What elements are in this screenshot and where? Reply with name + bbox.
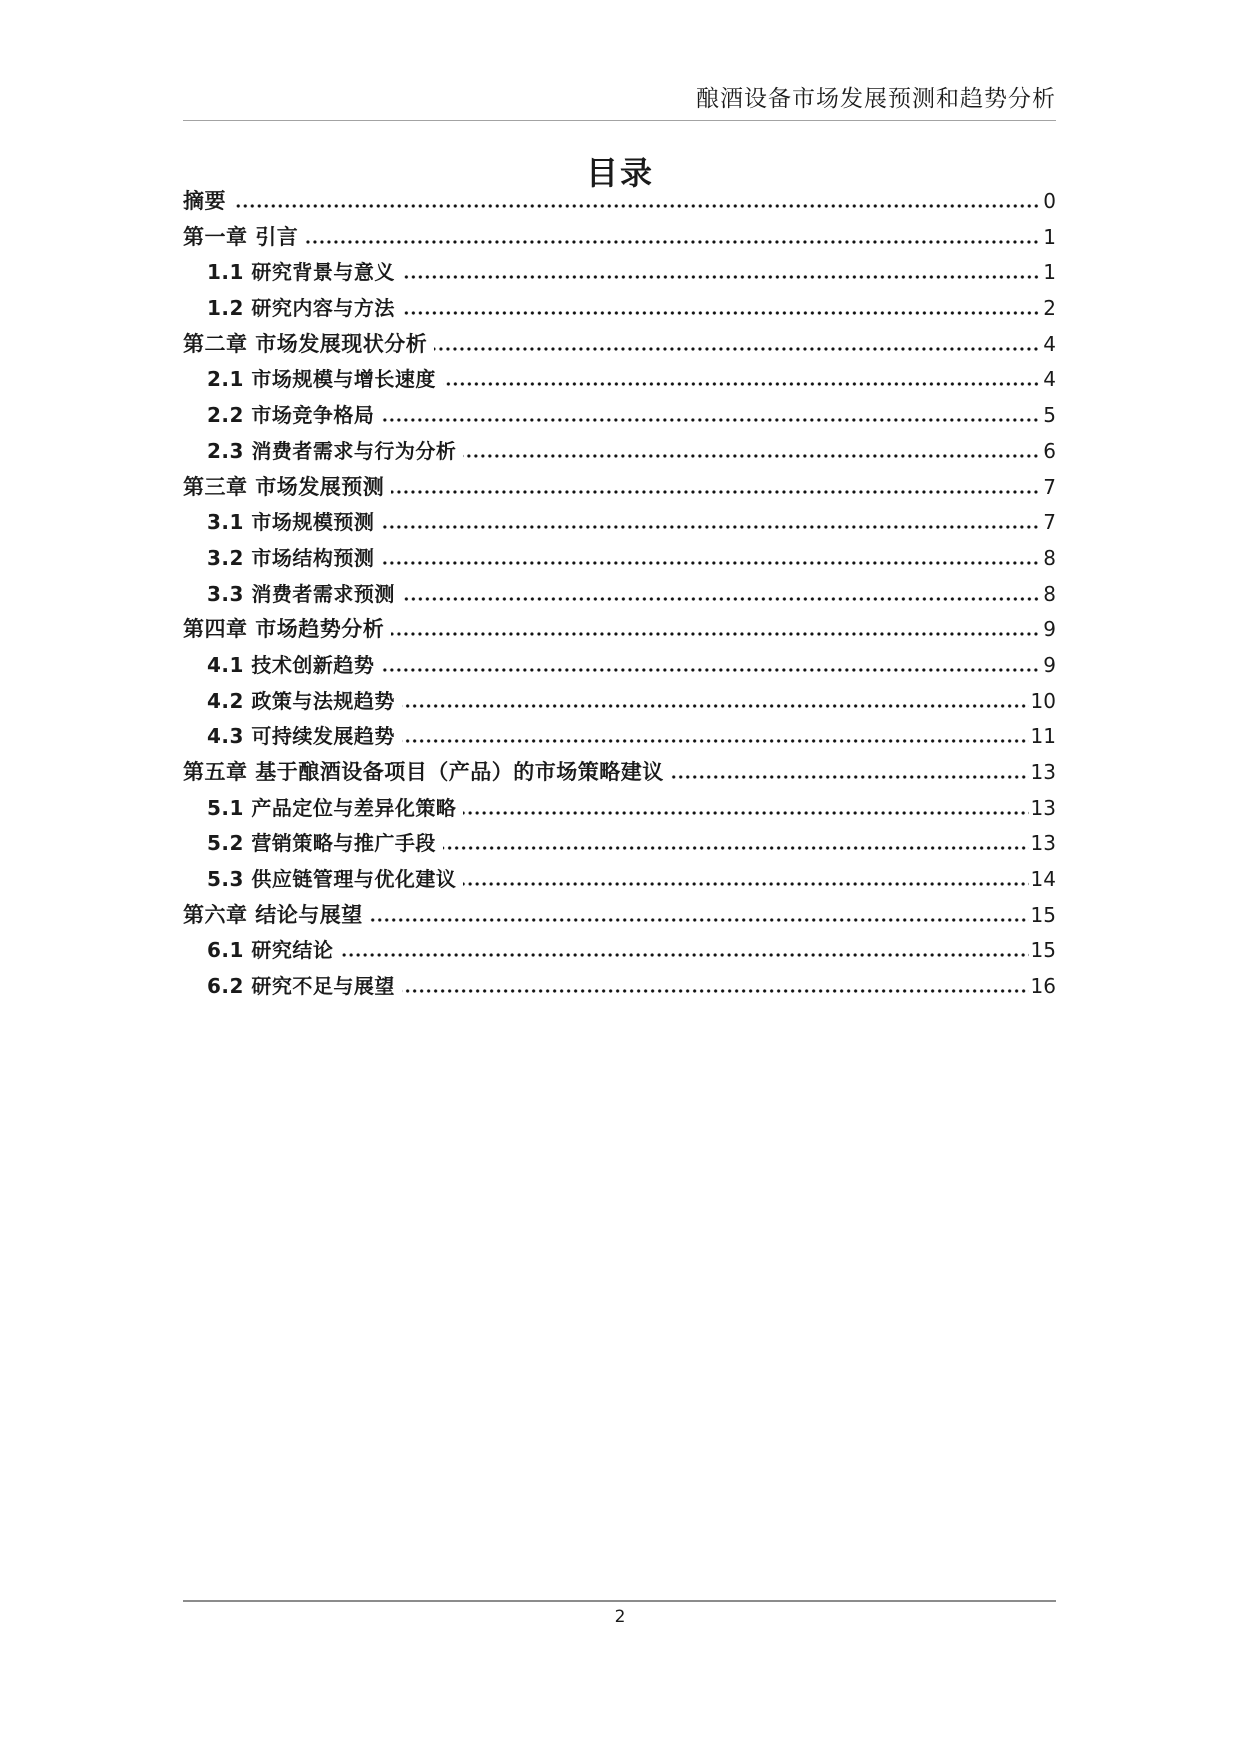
- toc-entry-label: 第五章 基于酿酒设备项目（产品）的市场策略建议: [183, 760, 664, 784]
- toc-entry-label: 5.2 营销策略与推广手段: [207, 831, 436, 856]
- toc-entry: [183, 719, 1056, 755]
- dot-leader: [340, 952, 1028, 957]
- toc-entry-label: 第二章 市场发展现状分析: [183, 331, 428, 356]
- dot-leader: [443, 845, 1029, 850]
- toc-entry-page: 13: [1030, 795, 1056, 820]
- dot-leader: [434, 346, 1041, 351]
- toc-entry: [183, 398, 1056, 434]
- toc-entry-label: 第一章 引言: [183, 224, 299, 249]
- toc-entry: [183, 220, 1056, 256]
- toc-entry: [183, 684, 1056, 720]
- toc-entry-page: 8: [1043, 545, 1056, 570]
- toc-entry: [183, 933, 1056, 969]
- toc-entry-page: 8: [1043, 581, 1056, 606]
- toc-entry-page: 7: [1043, 510, 1056, 535]
- toc-entry: [183, 648, 1056, 684]
- footer-page-number: 2: [614, 1607, 626, 1627]
- toc-entry-page: 15: [1030, 938, 1056, 963]
- dot-leader: [402, 310, 1041, 315]
- toc-entry: [183, 505, 1056, 541]
- toc-entry: [183, 291, 1056, 327]
- toc-entry-label: 5.3 供应链管理与优化建议: [207, 867, 457, 892]
- dot-leader: [463, 810, 1028, 815]
- dot-leader: [381, 560, 1041, 565]
- toc-entry-label: 第六章 结论与展望: [183, 902, 363, 927]
- toc-entry-label: 6.2 研究不足与展望: [207, 974, 395, 999]
- toc-entry-label: 2.3 消费者需求与行为分析: [207, 438, 457, 463]
- dot-leader: [305, 239, 1041, 244]
- dot-leader: [463, 881, 1028, 886]
- dot-leader: [402, 988, 1029, 993]
- toc-entry: [183, 969, 1056, 1005]
- toc-entry-page: 11: [1030, 724, 1056, 749]
- toc-entry-label: 3.1 市场规模预测: [207, 510, 375, 535]
- toc-list: [183, 184, 1056, 1005]
- dot-leader: [402, 703, 1029, 708]
- toc-entry-page: 1: [1043, 260, 1056, 285]
- toc-entry-page: 1: [1043, 224, 1056, 249]
- dot-leader: [381, 524, 1041, 529]
- page-header-title: 酿酒设备市场发展预测和趋势分析: [696, 86, 1056, 112]
- toc-entry-label: 4.2 政策与法规趋势: [207, 688, 395, 713]
- toc-entry-page: 13: [1030, 760, 1056, 784]
- toc-entry: [183, 327, 1056, 363]
- toc-entry-page: 15: [1030, 902, 1056, 927]
- toc-entry: [183, 826, 1056, 862]
- toc-entry-label: 3.3 消费者需求预测: [207, 581, 395, 606]
- toc-entry: [183, 612, 1056, 648]
- toc-entry-page: 4: [1043, 367, 1056, 392]
- toc-entry-page: 9: [1043, 652, 1056, 677]
- dot-leader: [402, 738, 1029, 743]
- toc-entry-label: 1.2 研究内容与方法: [207, 296, 395, 321]
- toc-entry: [183, 184, 1056, 220]
- toc-entry-page: 0: [1043, 189, 1056, 213]
- page-title: 目录: [585, 154, 654, 192]
- dot-leader: [671, 774, 1029, 779]
- dot-leader: [370, 917, 1029, 922]
- dot-leader: [381, 667, 1041, 672]
- toc-entry: [183, 434, 1056, 470]
- toc-entry-page: 2: [1043, 296, 1056, 321]
- toc-entry: [183, 577, 1056, 613]
- toc-entry-page: 13: [1030, 831, 1056, 856]
- dot-leader: [391, 631, 1041, 636]
- toc-entry-label: 6.1 研究结论: [207, 938, 334, 963]
- toc-entry-label: 4.1 技术创新趋势: [207, 652, 375, 677]
- toc-entry: [183, 755, 1056, 791]
- toc-entry-label: 3.2 市场结构预测: [207, 545, 375, 570]
- toc-entry-page: 6: [1043, 438, 1056, 463]
- dot-leader: [391, 489, 1041, 494]
- toc-entry: [183, 362, 1056, 398]
- toc-entry-label: 4.3 可持续发展趋势: [207, 724, 395, 749]
- toc-entry-page: 16: [1030, 974, 1056, 999]
- toc-entry: [183, 791, 1056, 827]
- toc-entry-label: 1.1 研究背景与意义: [207, 260, 395, 285]
- toc-entry: [183, 470, 1056, 506]
- toc-entry-page: 9: [1043, 617, 1056, 642]
- toc-entry: [183, 898, 1056, 934]
- toc-entry: [183, 541, 1056, 577]
- dot-leader: [402, 274, 1041, 279]
- dot-leader: [443, 381, 1041, 386]
- toc-entry-label: 2.2 市场竞争格局: [207, 403, 375, 428]
- dot-leader: [233, 203, 1041, 208]
- dot-leader: [402, 596, 1041, 601]
- toc-entry-page: 4: [1043, 331, 1056, 356]
- toc-entry-label: 第四章 市场趋势分析: [183, 617, 385, 642]
- toc-entry-label: 第三章 市场发展预测: [183, 474, 385, 499]
- toc-entry: [183, 862, 1056, 898]
- toc-entry-page: 14: [1030, 867, 1056, 892]
- header-rule: [183, 120, 1056, 121]
- toc-entry: [183, 255, 1056, 291]
- dot-leader: [381, 417, 1041, 422]
- toc-entry-page: 10: [1030, 688, 1056, 713]
- toc-entry-page: 7: [1043, 474, 1056, 499]
- footer-rule: [183, 1600, 1056, 1602]
- toc-entry-label: 摘要: [183, 189, 226, 213]
- toc-entry-page: 5: [1043, 403, 1056, 428]
- dot-leader: [463, 453, 1041, 458]
- toc-entry-label: 5.1 产品定位与差异化策略: [207, 795, 457, 820]
- toc-entry-label: 2.1 市场规模与增长速度: [207, 367, 436, 392]
